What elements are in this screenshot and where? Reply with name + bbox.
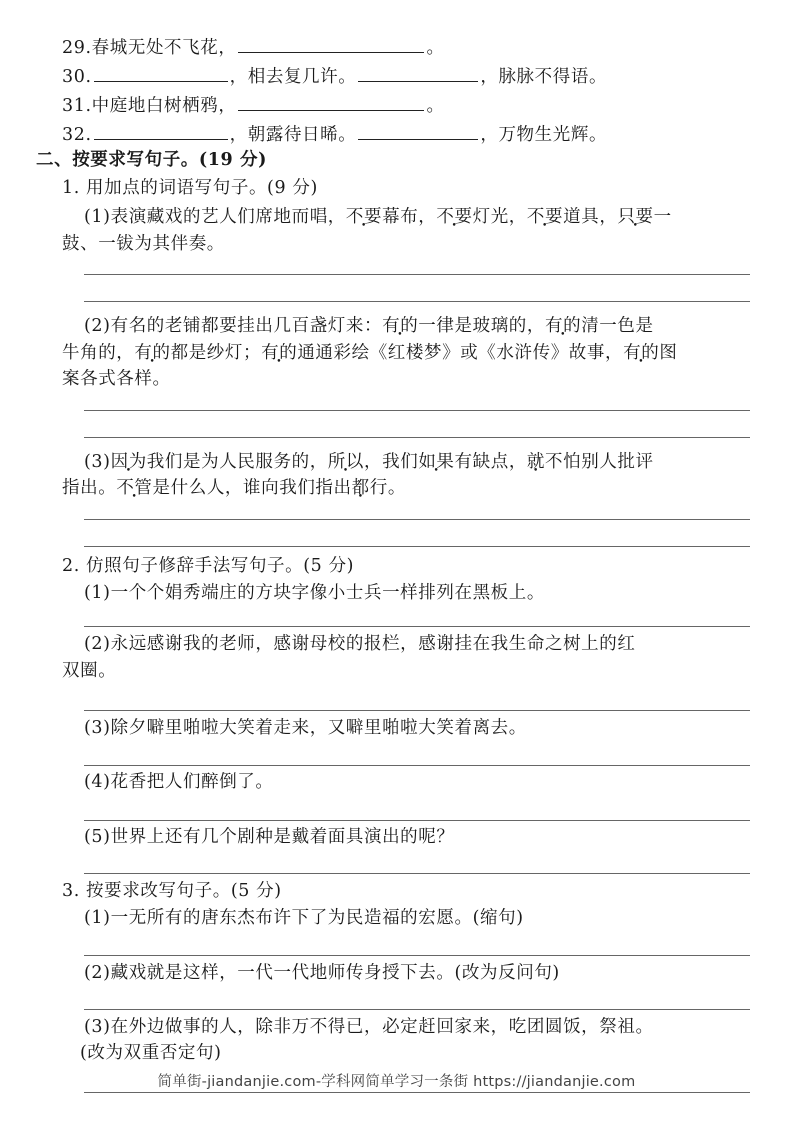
answer-line[interactable]: [84, 274, 750, 275]
q2-sentence-3: (3)除夕噼里啪啦大笑着走来，又噼里啪啦大笑着离去。: [84, 718, 527, 738]
q3-sentence-3-line-2: (改为双重否定句): [80, 1043, 222, 1063]
answer-line[interactable]: [84, 437, 750, 438]
q1-sentence-1-line-2: 鼓、一钹为其伴奏。: [62, 234, 225, 254]
question-32: 32. ，朝露待日晞。 ，万物生光辉。: [62, 121, 607, 146]
question-31: 31.中庭地白树栖鸦， 。: [62, 92, 445, 117]
q3-sentence-3-line-1: (3)在外边做事的人，除非万不得已，必定赶回家来，吃团圆饭，祭祖。: [84, 1017, 654, 1037]
answer-line[interactable]: [84, 626, 750, 627]
q3-sentence-1: (1)一无所有的唐东杰布许下了为民造福的宏愿。(缩句): [84, 908, 524, 928]
answer-line[interactable]: [84, 546, 750, 547]
answer-blank[interactable]: [94, 63, 228, 82]
answer-line[interactable]: [84, 1009, 750, 1010]
answer-line[interactable]: [84, 955, 750, 956]
q1-sentence-2-line-1: (2)有名的老铺都要挂出几百盏灯来：有的一律是玻璃的，有的清一色是: [84, 316, 654, 336]
question-30: 30. ，相去复几许。 ，脉脉不得语。: [62, 63, 607, 88]
q1-sentence-2-line-3: 案各式各样。: [62, 369, 171, 389]
question-2-title: 2. 仿照句子修辞手法写句子。(5 分): [62, 556, 355, 576]
footer-watermark: 简单街-jiandanjie.com-学科网简单学习一条街 https://jiandanjie.com: [157, 1074, 636, 1090]
answer-blank[interactable]: [358, 63, 478, 82]
q3-sentence-2: (2)藏戏就是这样，一代一代地师传身授下去。(改为反问句): [84, 963, 560, 983]
answer-line[interactable]: [84, 410, 750, 411]
q1-sentence-3-line-2: 指出。不管是什么人，谁向我们指出都行。: [62, 478, 406, 498]
question-3-title: 3. 按要求改写句子。(5 分): [62, 881, 282, 901]
q2-sentence-1: (1)一个个娟秀端庄的方块字像小士兵一样排列在黑板上。: [84, 583, 545, 603]
answer-blank[interactable]: [238, 34, 424, 53]
answer-line[interactable]: [84, 873, 750, 874]
q1-sentence-3-line-1: (3)因为我们是为人民服务的，所以，我们如果有缺点，就不怕别人批评: [84, 452, 654, 472]
answer-blank[interactable]: [238, 92, 424, 111]
q2-sentence-2-line-2: 双圈。: [62, 661, 117, 681]
q1-sentence-1-line-1: (1)表演藏戏的艺人们席地而唱，不要幕布，不要灯光，不要道具，只要一: [84, 207, 672, 227]
q1-sentence-2-line-2: 牛角的，有的都是纱灯；有的通通彩绘《红楼梦》或《水浒传》故事，有的图: [62, 343, 678, 363]
answer-line[interactable]: [84, 1092, 750, 1093]
answer-line[interactable]: [84, 519, 750, 520]
answer-blank[interactable]: [358, 121, 478, 140]
q2-sentence-4: (4)花香把人们醉倒了。: [84, 772, 274, 792]
q2-sentence-5: (5)世界上还有几个剧种是戴着面具演出的呢？: [84, 827, 455, 847]
question-29: 29.春城无处不飞花， 。: [62, 34, 445, 59]
answer-blank[interactable]: [94, 121, 228, 140]
answer-line[interactable]: [84, 765, 750, 766]
answer-line[interactable]: [84, 820, 750, 821]
q2-sentence-2-line-1: (2)永远感谢我的老师，感谢母校的报栏，感谢挂在我生命之树上的红: [84, 634, 636, 654]
answer-line[interactable]: [84, 710, 750, 711]
section-title: 二、按要求写句子。(19 分): [36, 150, 268, 170]
answer-line[interactable]: [84, 301, 750, 302]
question-1-title: 1. 用加点的词语写句子。(9 分): [62, 178, 318, 198]
